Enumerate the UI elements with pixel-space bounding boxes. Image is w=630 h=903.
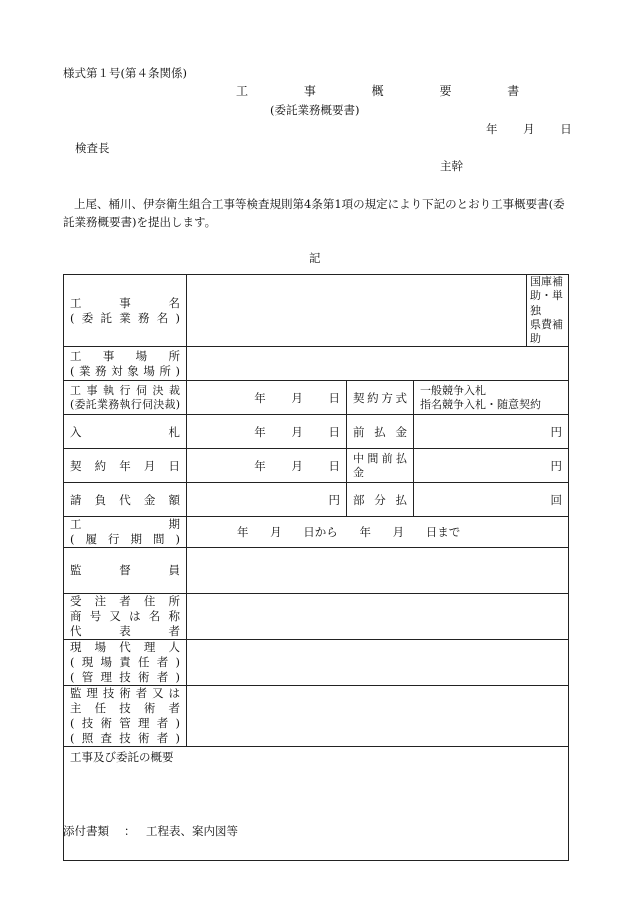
field-project-location[interactable] [187, 347, 569, 381]
label-contract-date: 契約年月日 [64, 449, 187, 483]
attachments-value: 工程表、案内図等 [146, 824, 238, 838]
label-bidding: 入札 [64, 415, 187, 449]
ki-heading: 記 [309, 251, 321, 265]
label-project-name: 工事名 (委託業務名) [64, 275, 187, 347]
label-construction-period: 工期 (履行期間) [64, 517, 187, 548]
field-construction-period[interactable]: 年 月 日から 年 月 日まで [187, 517, 569, 548]
label-supervisor: 監督員 [64, 548, 187, 594]
document-subtitle: (委託業務概要書) [270, 103, 360, 117]
attachments-label: 添付書類 [63, 824, 109, 838]
field-project-name[interactable] [187, 275, 527, 347]
overview-table [63, 274, 569, 861]
field-contract-amount[interactable]: 円 [187, 483, 347, 517]
submitter-role: 主幹 [440, 159, 463, 173]
intro-text: 上尾、桶川、伊奈衛生組合工事等検査規則第4条第1項の規定により下記のとおり工事概要書(委託業務概要書)を提出します。 [63, 197, 565, 230]
label-interim-advance-payment: 中間前払金 [347, 449, 414, 483]
field-advance-payment[interactable]: 円 [414, 415, 569, 449]
addressee: 検査長 [75, 141, 110, 155]
field-supervisor[interactable] [187, 548, 569, 594]
form-number: 様式第１号(第４条関係) [63, 66, 187, 80]
label-project-overview: 工事及び委託の概要 [70, 749, 174, 764]
field-contractor-info[interactable] [187, 594, 569, 640]
label-contract-amount: 請負代金額 [64, 483, 187, 517]
label-execution-approval: 工事執行伺決裁 (委託業務執行伺決裁) [64, 381, 187, 415]
label-chief-engineer: 監理技術者又は 主任技術者 (技術管理者) (照査技術者) [64, 686, 187, 747]
label-project-location: 工事場所 (業務対象場所) [64, 347, 187, 381]
field-chief-engineer[interactable] [187, 686, 569, 747]
attachments-colon: ： [124, 824, 136, 838]
document-title: 工 事 概 要 書 [236, 84, 546, 98]
label-contractor-info: 受注者住所 商号又は名称 代表者 [64, 594, 187, 640]
label-site-agent: 現場代理人 (現場責任者) (管理技術者) [64, 640, 187, 686]
subsidy-type: 国庫補助・単独 県費補助 [527, 275, 569, 347]
label-contract-method: 契約方式 [347, 381, 414, 415]
contract-method-options[interactable]: 一般競争入札 指名競争入札・随意契約 [414, 381, 569, 415]
label-partial-payment: 部分払 [347, 483, 414, 517]
field-contract-date[interactable]: 年 月 日 [187, 449, 347, 483]
field-execution-approval-date[interactable]: 年 月 日 [187, 381, 347, 415]
field-partial-payment[interactable]: 回 [414, 483, 569, 517]
field-interim-advance-payment[interactable]: 円 [414, 449, 569, 483]
submission-date: 年 月 日 [486, 122, 572, 136]
label-advance-payment: 前払金 [347, 415, 414, 449]
field-site-agent[interactable] [187, 640, 569, 686]
field-bidding-date[interactable]: 年 月 日 [187, 415, 347, 449]
field-project-overview[interactable] [64, 746, 569, 860]
